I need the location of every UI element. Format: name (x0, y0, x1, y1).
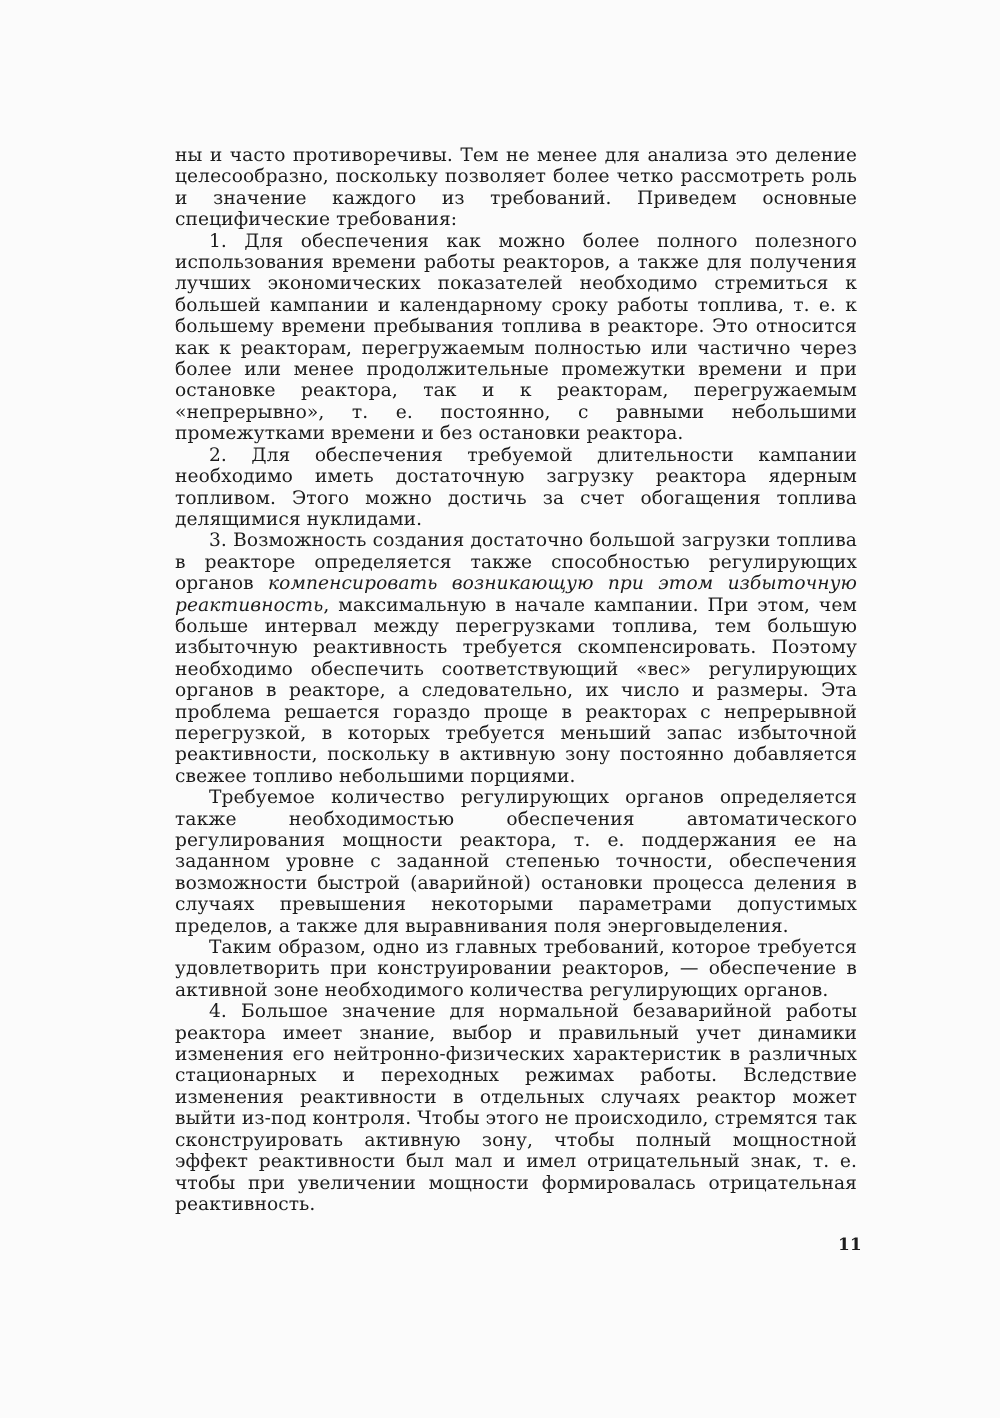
paragraph-item-3-start: 3. Возможность создания достаточно большой загрузки топлива в реакторе определяется также способностью регулирующих органов (175, 530, 857, 595)
paragraph-item-3-italic: компенсировать возникающую при этом избыточную реактивность (175, 573, 857, 616)
paragraph-item-1: 1. Для обеспечения как можно более полного полезного использования времени работы реакторов, а также для получения лучших экономических показателей необходимо стремиться к большей кампании и календарному сроку работы топлива, т. е. к большему времени пребывания топлива в реакторе. Это относится как к реакторам, перегружаемым полностью или частично через более или менее продолжительные промежутки времени и при остановке реактора, так и к реакторам, перегружаемым «непрерывно», т. е. постоянно, с равными небольшими промежутками времени и без остановки реактора. (175, 230, 857, 445)
paragraph-item-4: 4. Большое значение для нормальной безаварийной работы реактора имеет знание, выбор и правильный учет динамики изменения его нейтронно-физических характеристик в различных стационарных и переходных режимах работы. Вследствие изменения реактивности в отдельных случаях реактор может выйти из-под контроля. Чтобы этого не происходило, стремятся так сконструировать активную зону, чтобы полный мощностной эффект реактивности был мал и имел отрицательный знак, т. е. чтобы при увеличении мощности формировалась отрицательная реактивность. (175, 1001, 857, 1215)
paragraph-continuation: ны и часто противоречивы. Тем не менее для анализа это деление целесообразно, поскольку позволяет более четко рассмотреть роль и значение каждого из требований. Приведем основные специфические требования: (175, 145, 857, 231)
paragraph-conclusion: Таким образом, одно из главных требований, которое требуется удовлетворить при конструировании реакторов, — обеспечение в активной зоне необходимого количества регулирующих органов. (175, 937, 857, 1001)
paragraph-item-3-end: , максимальную в начале кампании. При этом, чем больше интервал между перегрузками топлива, тем большую избыточную реактивность требуется скомпенсировать. Поэтому необходимо обеспечить соответствующий «вес» регулирующих органов в реакторе, а следовательно, их число и размеры. Эта проблема решается гораздо проще в реакторах с непрерывной перегрузкой, в которых требуется меньший запас избыточной реактивности, поскольку в активную зону постоянно добавляется свежее топливо небольшими порциями. (175, 594, 857, 787)
page-number: 11 (838, 1235, 862, 1255)
paragraph-control-organs: Требуемое количество регулирующих органов определяется также необходимостью обеспечения автоматического регулирования мощности реактора, т. е. поддержания ее на заданном уровне с заданной степенью точности, обеспечения возможности быстрой (аварийной) остановки процесса деления в случаях превышения некоторыми параметрами допустимых пределов, а также для выравнивания поля энерговыделения. (175, 787, 857, 937)
paragraph-item-2: 2. Для обеспечения требуемой длительности кампании необходимо иметь достаточную загрузку реактора ядерным топливом. Этого можно достичь за счет обогащения топлива делящимися нуклидами. (175, 444, 857, 530)
body-text (175, 145, 857, 1215)
paragraph-item-3 (175, 530, 857, 787)
